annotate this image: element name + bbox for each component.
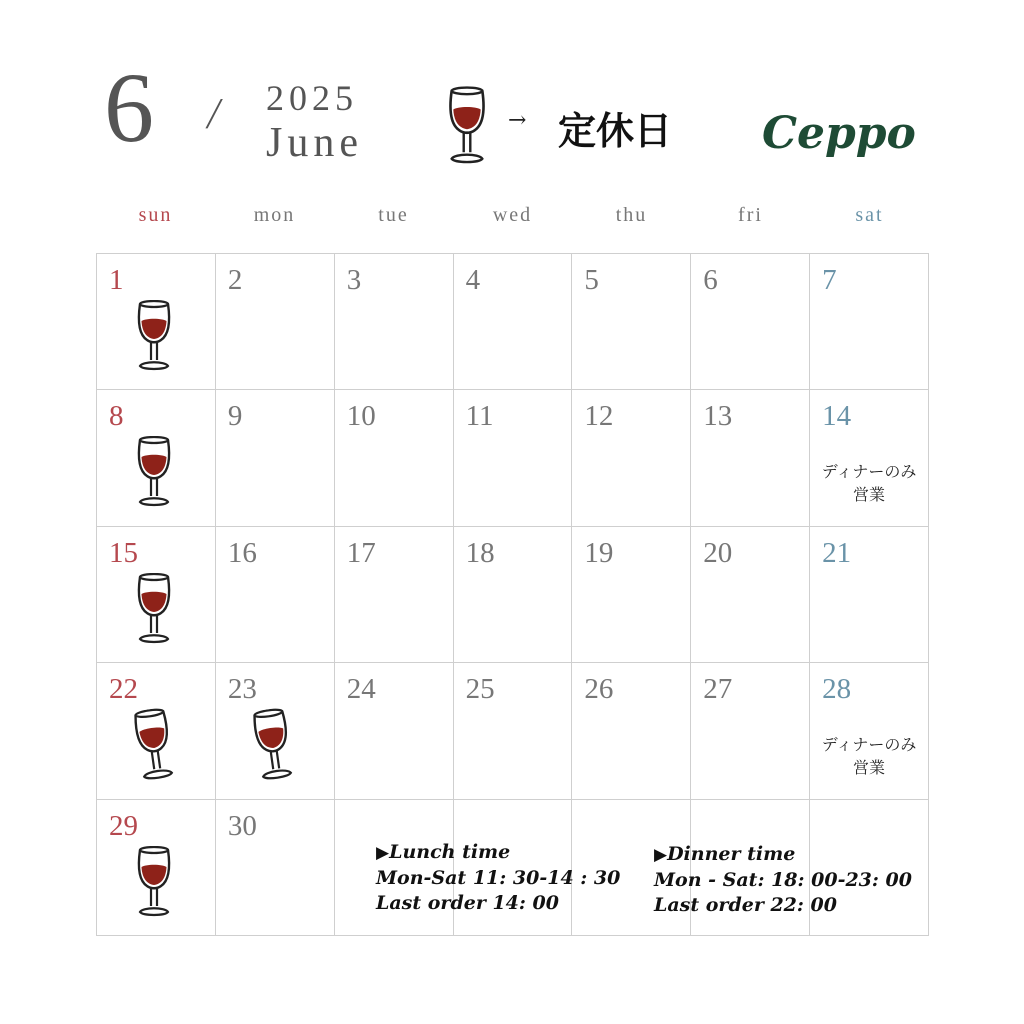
day-number: 25 (465, 673, 495, 706)
day-number: 8 (109, 400, 124, 433)
day-cell-15 (97, 527, 216, 663)
dinner-only-note (810, 733, 928, 779)
day-number: 26 (584, 673, 614, 706)
day-number: 20 (703, 536, 733, 569)
weekday-thu: thu (615, 204, 648, 226)
day-number: 7 (822, 264, 837, 296)
dinner-times: Mon - Sat: 18: 00-23: 00 (654, 869, 912, 891)
weekday-fri: fri (738, 204, 763, 226)
dinner-last-order: Last order 22: 00 (654, 894, 837, 916)
day-cell-17 (335, 527, 454, 663)
note-line: 営業 (853, 485, 886, 505)
day-number: 12 (584, 400, 614, 433)
day-cell-1 (97, 254, 216, 390)
weekday-sat: sat (855, 204, 884, 226)
day-number: 1 (109, 264, 124, 296)
day-number: 5 (584, 264, 599, 296)
day-cell-18 (454, 527, 573, 663)
day-cell-30 (216, 800, 335, 936)
note-line: 営業 (853, 758, 886, 778)
day-cell-13 (691, 390, 810, 526)
wine-glass-icon (128, 707, 180, 786)
day-cell-3 (335, 254, 454, 390)
dinner-hours (654, 842, 912, 918)
weekday-tue: tue (378, 204, 409, 226)
day-cell-16 (216, 527, 335, 663)
weekday-mon: mon (253, 204, 296, 226)
lunch-times: Mon-Sat 11: 30-14 : 30 (376, 867, 621, 889)
dinner-title: Dinner time (667, 843, 796, 865)
wine-glass-icon (133, 300, 175, 374)
day-number: 22 (109, 673, 138, 706)
play-marker-icon: ▶ (376, 843, 390, 863)
day-number: 14 (822, 400, 852, 433)
day-number: 27 (703, 673, 733, 706)
day-cell-23 (216, 663, 335, 799)
day-number: 13 (703, 400, 733, 433)
calendar-grid (96, 253, 929, 936)
day-cell-8 (97, 390, 216, 526)
day-number: 19 (584, 536, 614, 569)
day-cell-20 (691, 527, 810, 663)
day-cell-24 (335, 663, 454, 799)
day-number: 29 (109, 809, 138, 842)
logo: Ceppo (762, 108, 916, 159)
wine-glass-icon (444, 86, 490, 168)
legend-arrow: → (508, 108, 527, 133)
day-cell-12 (572, 390, 691, 526)
weekday-sun: sun (138, 204, 173, 226)
day-number: 21 (822, 536, 852, 569)
day-number: 10 (346, 400, 376, 433)
day-cell-29 (97, 800, 216, 936)
day-cell-22 (97, 663, 216, 799)
day-number: 6 (703, 264, 718, 296)
day-cell-9 (216, 390, 335, 526)
day-number: 11 (465, 400, 494, 433)
day-cell-27 (691, 663, 810, 799)
legend-label: 定休日 (558, 109, 673, 153)
day-cell-10 (335, 390, 454, 526)
day-number: 15 (109, 536, 138, 569)
lunch-hours (376, 840, 620, 916)
day-number: 16 (227, 536, 257, 569)
dinner-only-note (810, 460, 928, 506)
day-number: 24 (346, 673, 376, 706)
day-cell-26 (572, 663, 691, 799)
day-cell-5 (572, 254, 691, 390)
day-cell-25 (454, 663, 573, 799)
lunch-title: Lunch time (389, 841, 511, 863)
note-line: ディナーのみ (821, 735, 917, 755)
month-number: 6 (104, 52, 154, 163)
day-number: 18 (465, 536, 495, 569)
play-marker-icon: ▶ (654, 845, 668, 865)
day-cell-7 (810, 254, 929, 390)
day-cell-2 (216, 254, 335, 390)
day-cell-6 (691, 254, 810, 390)
day-number: 17 (346, 536, 376, 569)
wine-glass-icon (133, 436, 175, 510)
date-separator: / (203, 89, 225, 138)
day-cell-28 (810, 663, 929, 799)
day-cell-4 (454, 254, 573, 390)
day-number: 4 (465, 264, 481, 296)
day-cell-14 (810, 390, 929, 526)
day-number: 9 (227, 400, 243, 433)
wine-glass-icon (247, 707, 299, 786)
day-number: 3 (346, 264, 362, 296)
day-number: 2 (227, 264, 243, 296)
year-label: 2025 (266, 78, 358, 118)
lunch-last-order: Last order 14: 00 (376, 892, 559, 914)
note-line: ディナーのみ (821, 462, 917, 482)
day-number: 28 (822, 673, 852, 706)
day-cell-11 (454, 390, 573, 526)
day-cell-19 (572, 527, 691, 663)
wine-glass-icon (133, 846, 175, 920)
month-name: June (266, 120, 363, 166)
weekday-header (96, 204, 929, 227)
wine-glass-icon (133, 573, 175, 647)
weekday-wed: wed (492, 204, 533, 226)
day-cell-21 (810, 527, 929, 663)
day-number: 30 (227, 809, 257, 842)
day-number: 23 (227, 673, 257, 706)
